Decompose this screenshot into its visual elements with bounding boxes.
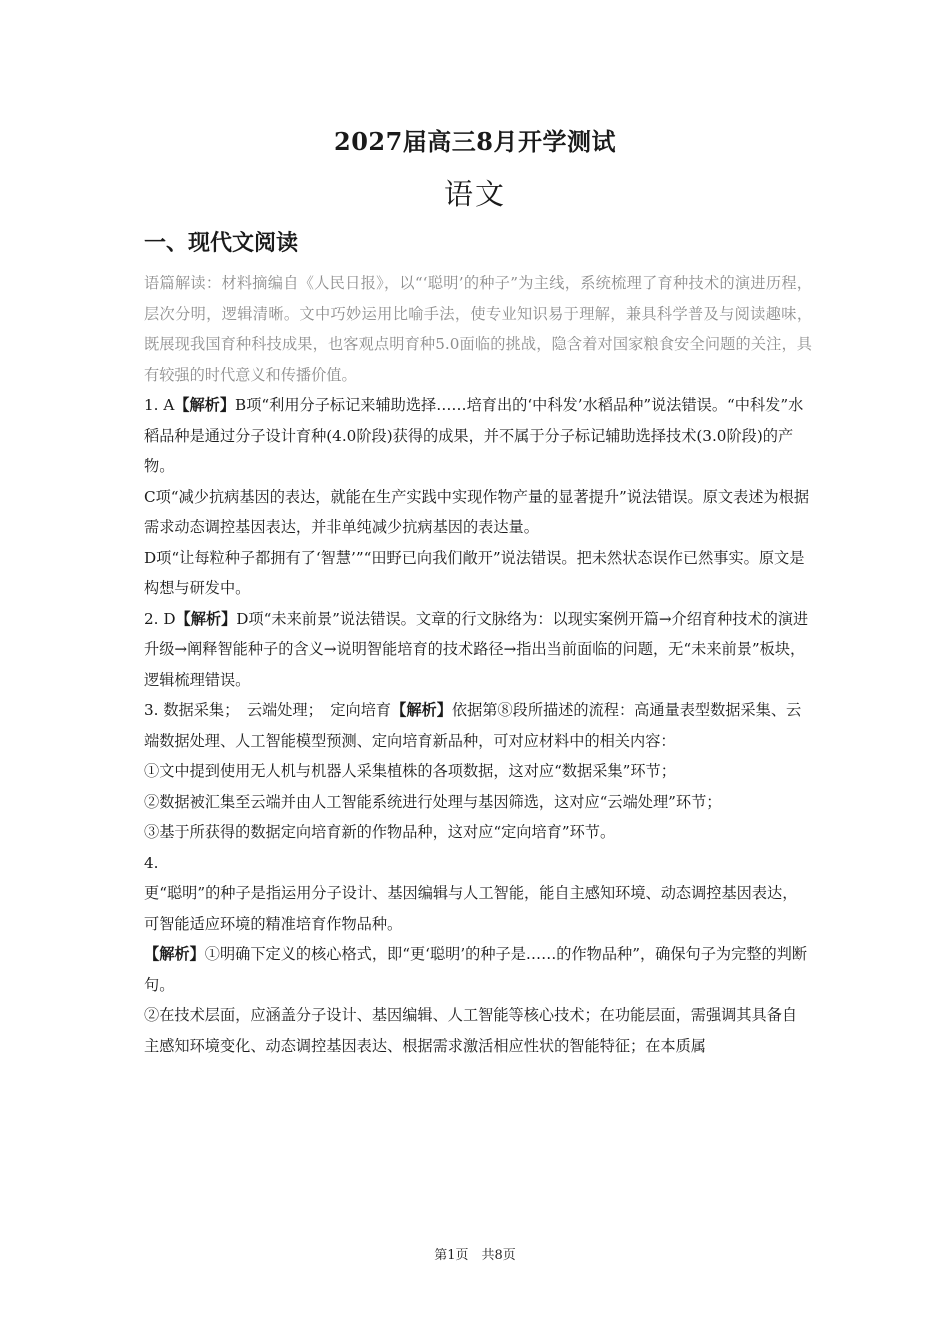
answer-4-analysis-1: ①明确下定义的核心格式，即“更‘聪明’的种子是……的作物品种”，确保句子为完整的判断句。: [144, 945, 808, 994]
answer-2-choice: 2. D: [144, 609, 176, 628]
answer-2-text: D项“未来前景”说法错误。文章的行文脉络为：以现实案例开篇→介绍育种技术的演进升级→阐释智能种子的含义→说明智能培育的技术路径→指出当前面临的问题，无“未来前景”板块，逻辑梳理错误。: [144, 609, 809, 689]
answer-1-text: B项“利用分子标记来辅助选择……培育出的‘中科发’水稻品种”说法错误。“中科发”水稻品种是通过分子设计育种(4.0阶段)获得的成果，并不属于分子标记辅助选择技术(3.0阶段)的产物。: [144, 396, 804, 475]
answer-4-number: 4.: [144, 853, 159, 872]
answer-3-text: 依据第⑧段所描述的流程：高通量表型数据采集、云端数据处理、人工智能模型预测、定向培育新品种，可对应材料中的相关内容：: [144, 701, 802, 750]
document-title: 2027届高三8月开学测试: [334, 127, 616, 156]
section-heading: 一、现代文阅读: [144, 230, 299, 256]
analysis-tag: 【解析】: [144, 945, 205, 963]
analysis-tag: 【解析】: [391, 701, 452, 719]
answer-4-text: 更“聪明”的种子是指运用分子设计、基因编辑与人工智能，能自主感知环境、动态调控基因表达，可智能适应环境的精准培育作物品种。: [144, 884, 798, 933]
answer-content: [144, 268, 812, 1061]
answer-4-analysis: [144, 939, 812, 1000]
answer-3: [144, 695, 812, 756]
answer-3-item-2: ②数据被汇集至云端并由人工智能系统进行处理与基因筛选，这对应“云端处理”环节；: [144, 792, 722, 811]
analysis-tag: 【解析】: [174, 396, 236, 414]
answer-1-option-c: C项“减少抗病基因的表达，就能在生产实践中实现作物产量的显著提升”说法错误。原文表述为根据需求动态调控基因表达，并非单纯减少抗病基因的表达量。: [144, 487, 810, 536]
answer-1-choice: 1. A: [144, 396, 175, 414]
page-footer: 第1页 共8页: [434, 1248, 516, 1263]
answer-4-analysis-2: ②在技术层面，应涵盖分子设计、基因编辑、人工智能等核心技术；在功能层面，需强调其具备自主感知环境变化、动态调控基因表达、根据需求激活相应性状的智能特征；在本质属: [144, 1006, 798, 1055]
passage-intro: 语篇解读：材料摘编自《人民日报》，以“‘聪明’的种子”为主线，系统梳理了育种技术的演进历程，层次分明，逻辑清晰。文中巧妙运用比喻手法，使专业知识易于理解，兼具科学普及与阅读趣味，既展现我国育种科技成果，也客观点明育种5.0面临的挑战，隐含着对国家粮食安全问题的关注，具有较强的时代意义和传播价值。: [144, 274, 812, 384]
analysis-tag: 【解析】: [175, 609, 237, 628]
answer-3-item-3: ③基于所获得的数据定向培育新的作物品种，这对应“定向培育”环节。: [144, 823, 616, 841]
answer-2: [144, 604, 812, 696]
answer-1-option-d: D项“让每粒种子都拥有了‘智慧’”“田野已向我们敞开”说法错误。把未然状态误作已然事实。原文是构想与研发中。: [144, 548, 805, 597]
answer-3-choice: 3. 数据采集； 云端处理； 定向培育: [144, 701, 392, 719]
answer-1: [144, 390, 812, 482]
subject-heading: 语文: [443, 177, 506, 211]
answer-3-item-1: ①文中提到使用无人机与机器人采集植株的各项数据，这对应“数据采集”环节；: [144, 762, 676, 780]
